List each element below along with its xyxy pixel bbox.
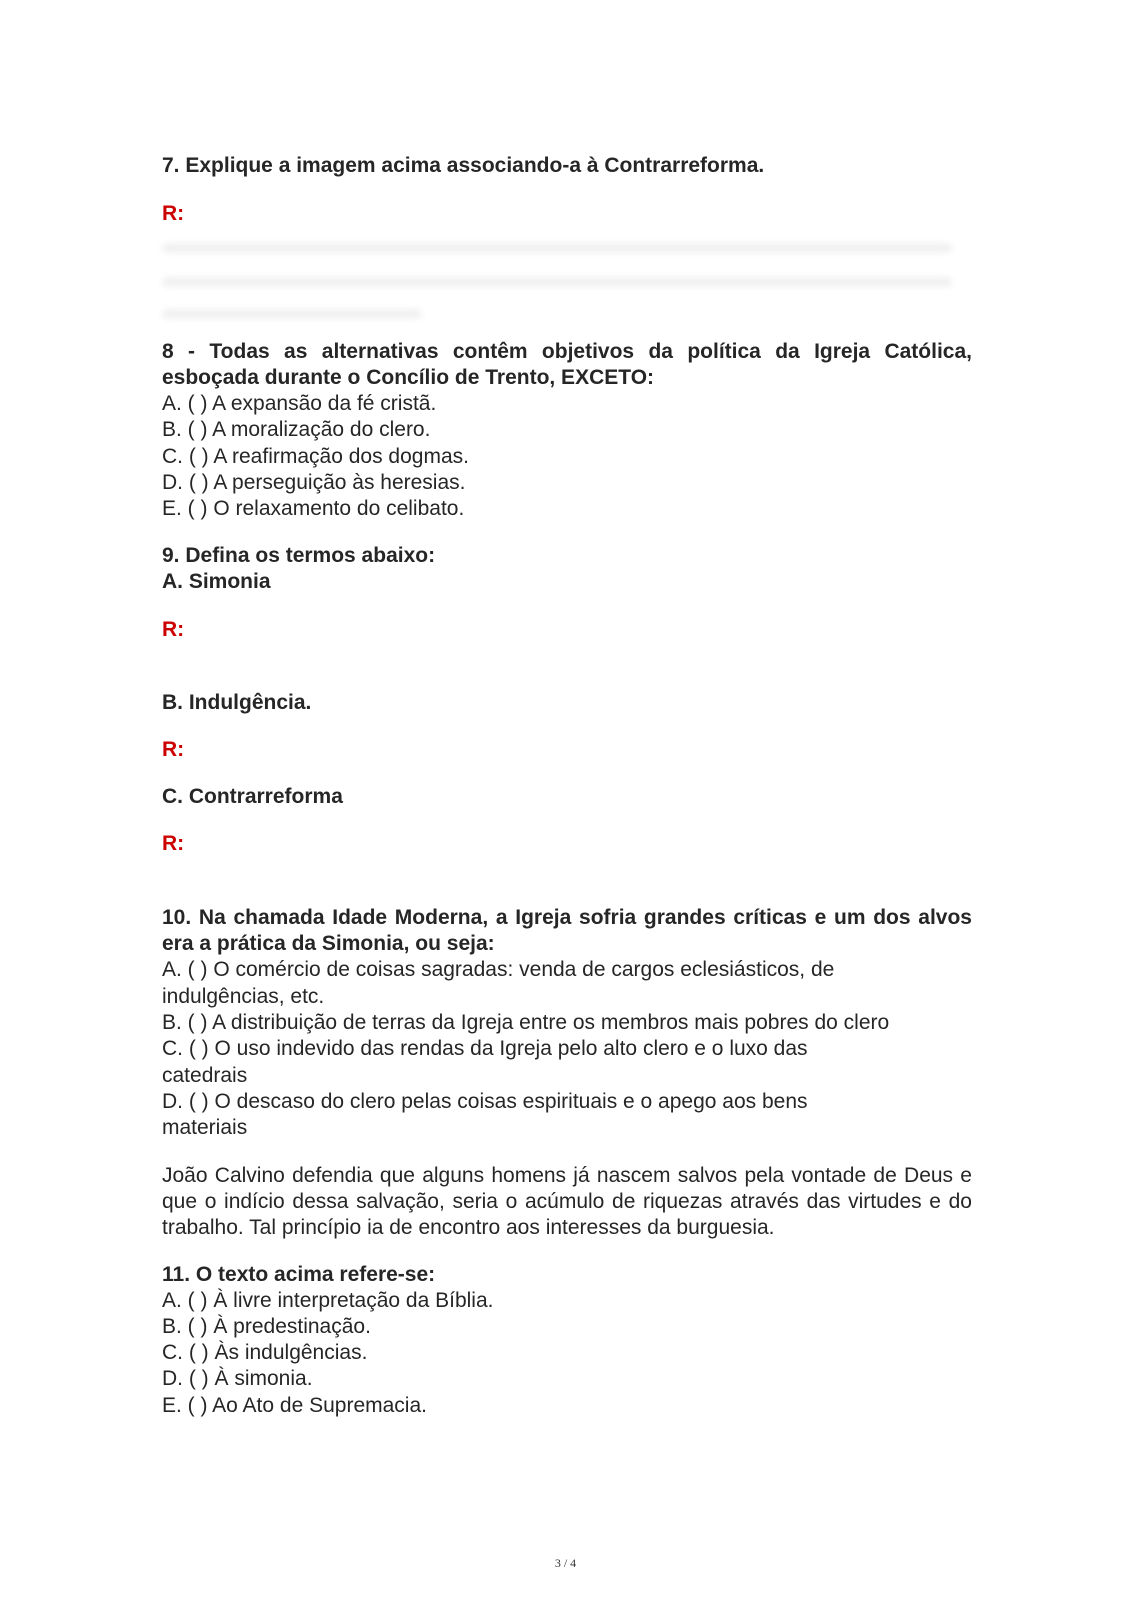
question-7-title: 7. Explique a imagem acima associando-a à Contrarreforma.: [162, 154, 765, 177]
option-q10-b: B. ( ) A distribuição de terras da Igreja entre os membros mais pobres do clero: [162, 1011, 890, 1035]
term-simonia: A. Simonia: [162, 570, 271, 594]
option-q11-d: D. ( ) À simonia.: [162, 1367, 313, 1391]
page-number: 3 / 4: [554, 1556, 577, 1570]
term-indulgencia: B. Indulgência.: [162, 691, 312, 715]
option-q10-c: C. ( ) O uso indevido das rendas da Igreja pelo alto clero e o luxo das catedrais: [162, 1037, 808, 1087]
answer-label-q7: R:: [162, 202, 185, 225]
term-contrarreforma: C. Contrarreforma: [162, 785, 343, 809]
question-8-title: 8 - Todas as alternativas contêm objetivos da política da Igreja Católica, esboçada durante o Concílio de Trento, EXCETO:: [162, 340, 972, 389]
option-q8-a: A. ( ) A expansão da fé cristã.: [162, 392, 437, 415]
document-page: [162, 150, 972, 1419]
question-11-title: 11. O texto acima refere-se:: [162, 1262, 436, 1286]
option-q11-e: E. ( ) Ao Ato de Supremacia.: [162, 1393, 427, 1417]
option-q8-d: D. ( ) A perseguição às heresias.: [162, 470, 466, 494]
option-q10-a: A. ( ) O comércio de coisas sagradas: venda de cargos eclesiásticos, de indulgências, etc.: [162, 958, 835, 1008]
option-q8-b: B. ( ) A moralização do clero.: [162, 418, 431, 442]
answer-label-indulgencia: R:: [162, 738, 185, 762]
answer-label-simonia: R:: [162, 618, 185, 642]
option-q11-c: C. ( ) Às indulgências.: [162, 1341, 368, 1365]
option-q8-e: E. ( ) O relaxamento do celibato.: [162, 497, 465, 521]
option-q8-c: C. ( ) A reafirmação dos dogmas.: [162, 444, 469, 468]
question-9-title: 9. Defina os termos abaixo:: [162, 544, 436, 568]
faded-answer-text: [162, 243, 972, 319]
option-q11-b: B. ( ) À predestinação.: [162, 1314, 371, 1338]
option-q11-a: A. ( ) À livre interpretação da Bíblia.: [162, 1288, 494, 1312]
calvino-paragraph: João Calvino defendia que alguns homens já nascem salvos pela vontade de Deus e que o indício dessa salvação, seria o acúmulo de riquezas através das virtudes e do trabalho. Tal princípio ia de encontro aos interesses da burguesia.: [162, 1163, 972, 1239]
answer-label-contrarreforma: R:: [162, 832, 185, 856]
option-q10-d: D. ( ) O descaso do clero pelas coisas espirituais e o apego aos bens materiais: [162, 1089, 808, 1140]
question-10-title: 10. Na chamada Idade Moderna, a Igreja sofria grandes críticas e um dos alvos era a prática da Simonia, ou seja:: [162, 906, 972, 956]
